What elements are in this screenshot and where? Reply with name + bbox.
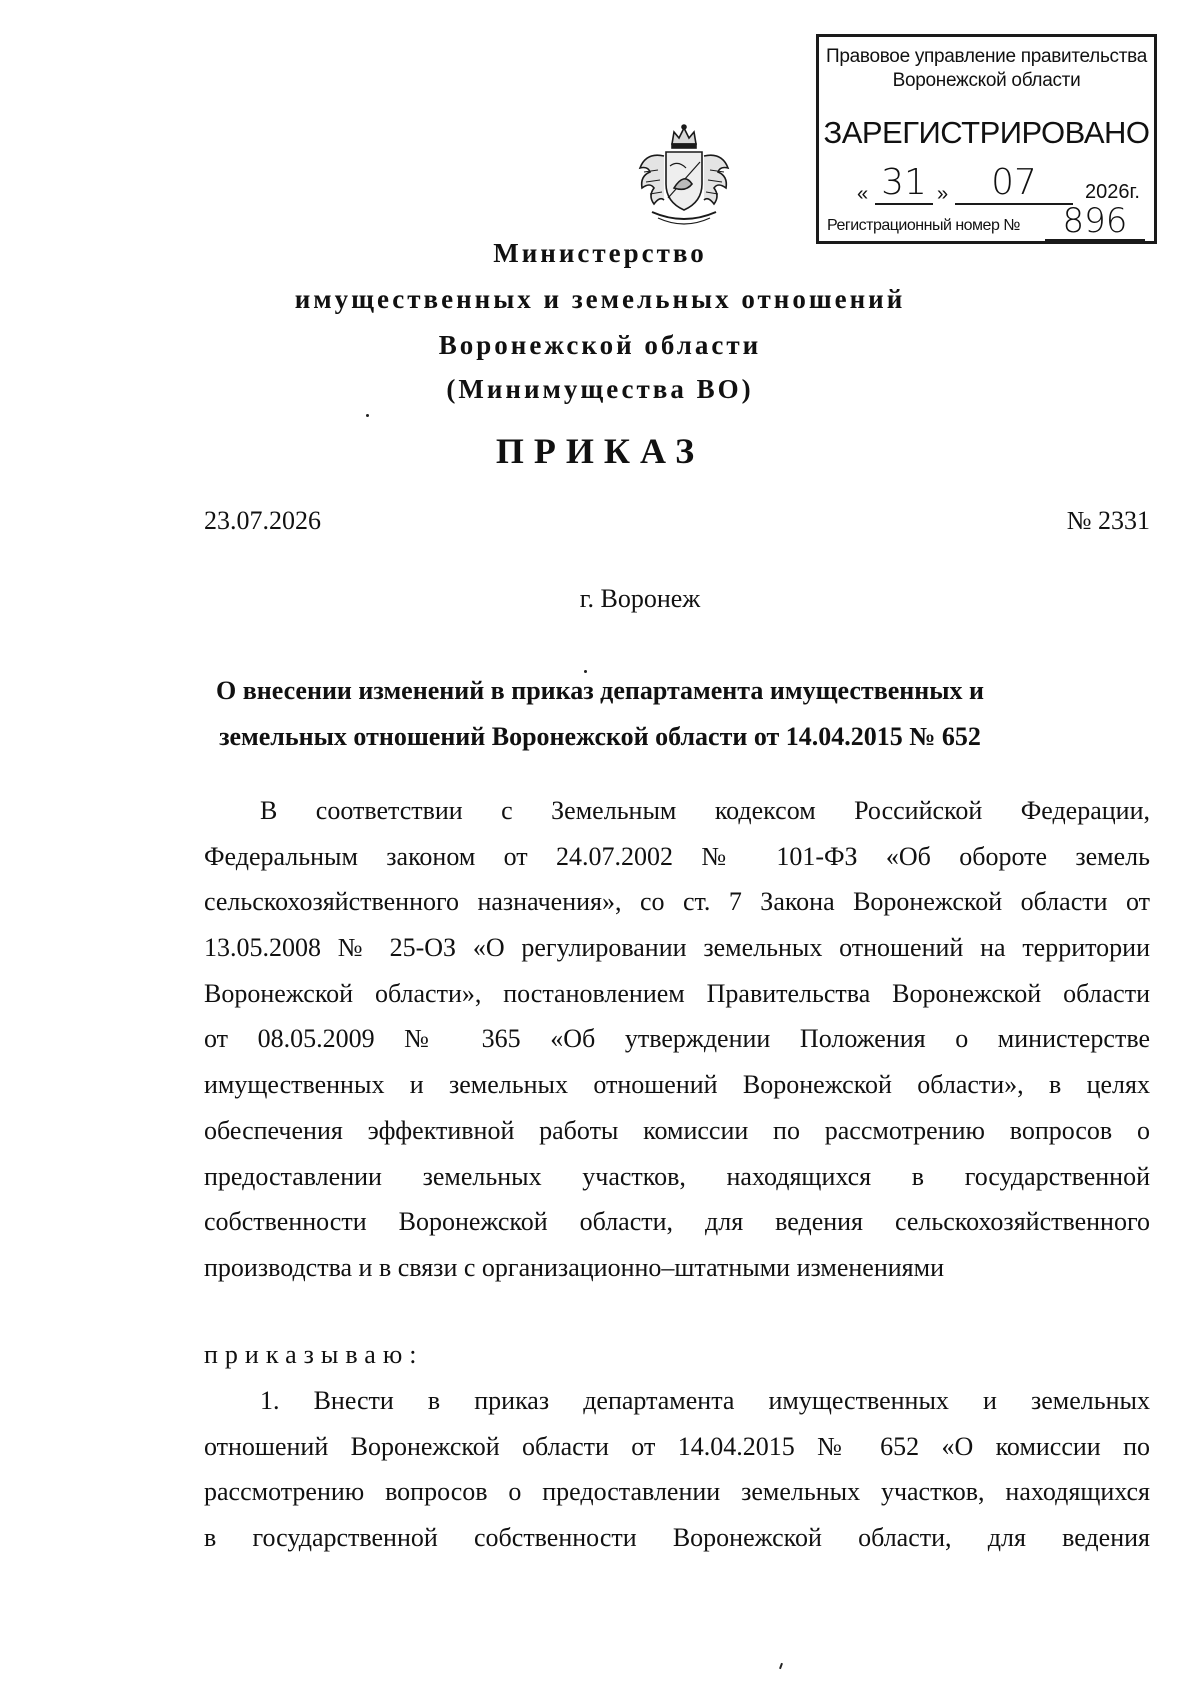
stamp-registered-label: ЗАРЕГИСТРИРОВАНО — [823, 115, 1150, 150]
stamp-day: 31 — [875, 163, 933, 205]
scan-speck — [779, 1663, 783, 1669]
ministry-abbreviation: (Минимущества ВО) — [446, 374, 754, 404]
registration-stamp — [816, 34, 1157, 244]
ministry-name-line2: имущественных и земельных отношений — [294, 284, 906, 314]
paragraph-line: в государственной собственности Воронежской области, для ведения — [204, 1523, 1150, 1553]
stamp-organization — [819, 45, 1154, 93]
subject-line2: земельных отношений Воронежской области от 14.04.2015 № 652 — [219, 722, 981, 751]
paragraph-line: Федеральным законом от 24.07.2002 № 101-ФЗ «Об обороте земель — [204, 841, 1150, 871]
paragraph-line: Воронежской области», постановлением Правительства Воронежской области — [204, 978, 1150, 1008]
document-city: г. Воронеж — [579, 584, 701, 613]
paragraph-line: 1. Внести в приказ департамента имущественных и земельных — [260, 1386, 1150, 1415]
paragraph-line: предоставлении земельных участков, находящихся в государственной — [204, 1161, 1150, 1191]
document-number: № 2331 — [1066, 506, 1150, 535]
ministry-name-line3: Воронежской области — [438, 330, 762, 360]
stamp-org-line1: Правовое управление правительства — [825, 46, 1147, 67]
ministry-name-line1: Министерство — [493, 238, 707, 268]
stamp-number-value: 896 — [1045, 203, 1145, 241]
coat-of-arms-icon — [628, 122, 740, 234]
paragraph-line: имущественных и земельных отношений Воронежской области», в целях — [204, 1070, 1150, 1100]
stamp-quote-open: « — [857, 183, 869, 205]
paragraph-line: собственности Воронежской области, для ведения сельскохозяйственного — [204, 1207, 1150, 1237]
stamp-number-label: Регистрационный номер № — [827, 217, 1020, 234]
paragraph-line: В соответствии с Земельным кодексом Российской Федерации, — [260, 796, 1150, 825]
paragraph-line: обеспечения эффективной работы комиссии по рассмотрению вопросов о — [204, 1115, 1150, 1145]
document-date: 23.07.2026 — [204, 506, 321, 535]
stamp-quote-close: » — [937, 183, 949, 205]
order-word-text: приказываю: — [204, 1340, 424, 1369]
subject-line1: О внесении изменений в приказ департамента имущественных и — [215, 676, 985, 705]
paragraph-line: отношений Воронежской области от 14.04.2015 № 652 «О комиссии по — [204, 1431, 1150, 1461]
item-1-paragraph — [204, 1378, 1150, 1561]
paragraph-line: 13.05.2008 № 25-ОЗ «О регулировании земельных отношений на территории — [204, 933, 1150, 963]
stamp-month: 07 — [955, 163, 1073, 205]
paragraph-line: от 08.05.2009 № 365 «Об утверждении Положения о министерстве — [204, 1024, 1150, 1054]
paragraph-line: производства и в связи с организационно–штатными изменениями — [204, 1252, 944, 1282]
stamp-registration-number — [827, 201, 1152, 241]
document-subject — [0, 668, 1200, 760]
document-title: ПРИКАЗ — [495, 431, 705, 471]
stamp-org-line2: Воронежской области — [892, 70, 1081, 91]
preamble-paragraph — [204, 788, 1150, 1291]
scan-speck — [366, 414, 369, 417]
paragraph-line: сельскохозяйственного назначения», со ст. 7 Закона Воронежской области от — [204, 887, 1150, 917]
stamp-year: 2026г. — [1085, 181, 1140, 203]
paragraph-line: рассмотрению вопросов о предоставлении земельных участков, находящихся — [204, 1477, 1150, 1507]
order-word — [204, 1332, 1150, 1378]
